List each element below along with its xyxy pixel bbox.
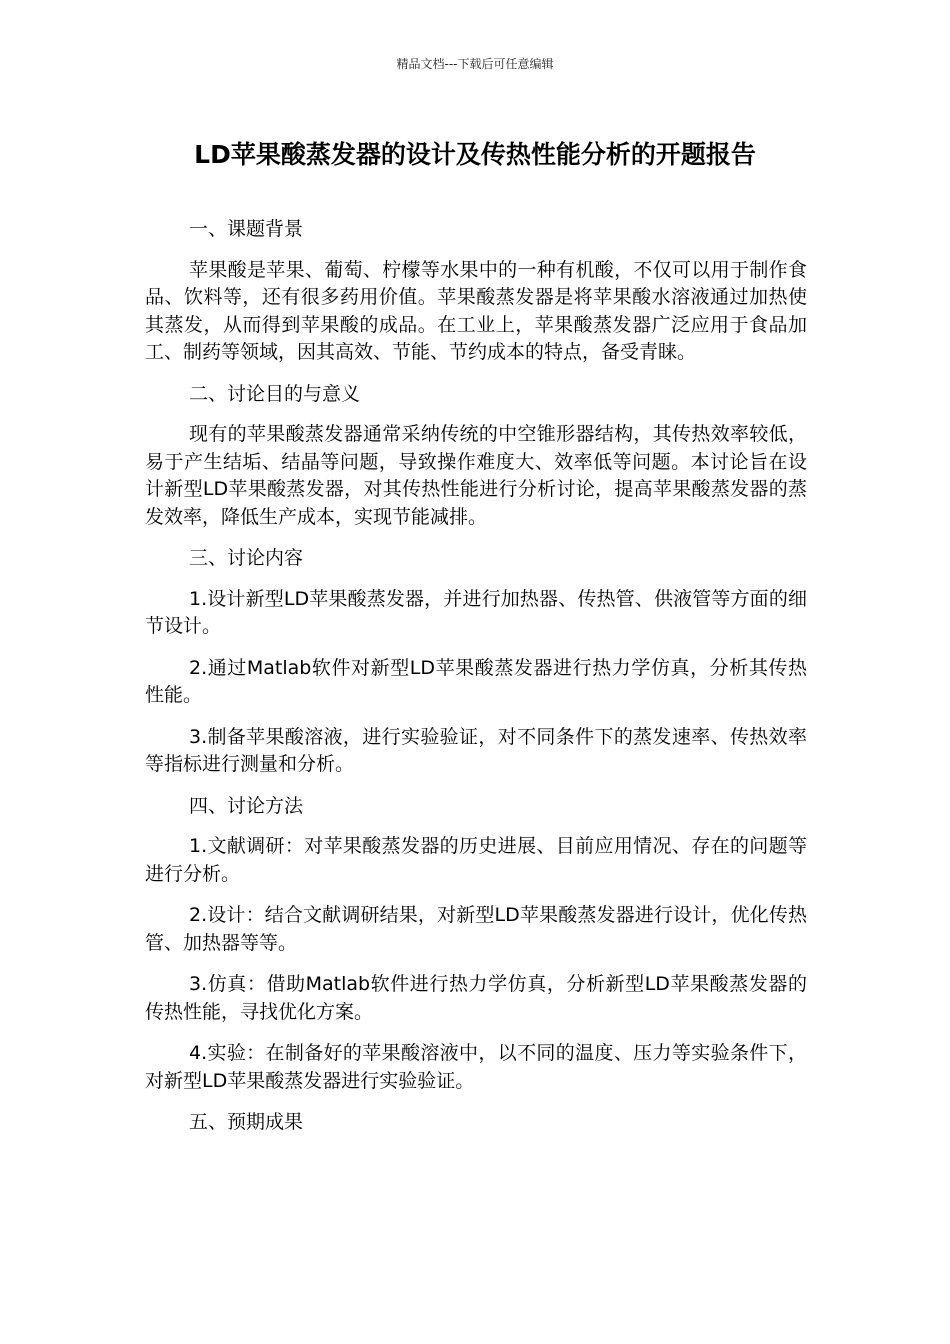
- paragraph-background: 苹果酸是苹果、葡萄、柠檬等水果中的一种有机酸，不仅可以用于制作食品、饮料等，还有很多药用价值。苹果酸蒸发器是将苹果酸水溶液通过加热使其蒸发，从而得到苹果酸的成品。在工业上，苹果酸蒸发器广泛应用于食品加工、制药等领域，因其高效、节能、节约成本的特点，备受青睐。: [145, 258, 807, 363]
- method-item-1: 1.文献调研：对苹果酸蒸发器的历史进展、目前应用情况、存在的问题等进行分析。: [145, 835, 807, 885]
- content-item-2: 2.通过Matlab软件对新型LD苹果酸蒸发器进行热力学仿真，分析其传热性能。: [145, 656, 807, 706]
- document-title: LD苹果酸蒸发器的设计及传热性能分析的开题报告: [194, 140, 756, 169]
- section-heading-purpose: 二、讨论目的与意义: [189, 382, 361, 405]
- method-item-3: 3.仿真：借助Matlab软件进行热力学仿真，分析新型LD苹果酸蒸发器的传热性能，寻找优化方案。: [145, 973, 807, 1023]
- paragraph-purpose: 现有的苹果酸蒸发器通常采纳传统的中空锥形器结构，其传热效率较低，易于产生结垢、结晶等问题，导致操作难度大、效率低等问题。本讨论旨在设计新型LD苹果酸蒸发器，对其传热性能进行分析讨论，提高苹果酸蒸发器的蒸发效率，降低生产成本，实现节能减排。: [145, 423, 807, 528]
- document-body: [145, 216, 807, 1150]
- section-heading-expected-results: 五、预期成果: [189, 1111, 304, 1133]
- section-heading-methods: 四、讨论方法: [189, 794, 304, 817]
- method-item-2: 2.设计：结合文献调研结果，对新型LD苹果酸蒸发器进行设计，优化传热管、加热器等等。: [145, 904, 807, 954]
- section-heading-background: 一、课题背景: [189, 218, 304, 240]
- section-heading-content: 三、讨论内容: [189, 547, 304, 569]
- content-item-3: 3.制备苹果酸溶液，进行实验验证，对不同条件下的蒸发速率、传热效率等指标进行测量和分析。: [145, 725, 807, 775]
- page-header-watermark: 精品文档---下载后可任意编辑: [396, 57, 554, 71]
- method-item-4: 4.实验：在制备好的苹果酸溶液中，以不同的温度、压力等实验条件下，对新型LD苹果酸蒸发器进行实验验证。: [145, 1042, 807, 1092]
- content-item-1: 1.设计新型LD苹果酸蒸发器，并进行加热器、传热管、供液管等方面的细节设计。: [145, 587, 807, 637]
